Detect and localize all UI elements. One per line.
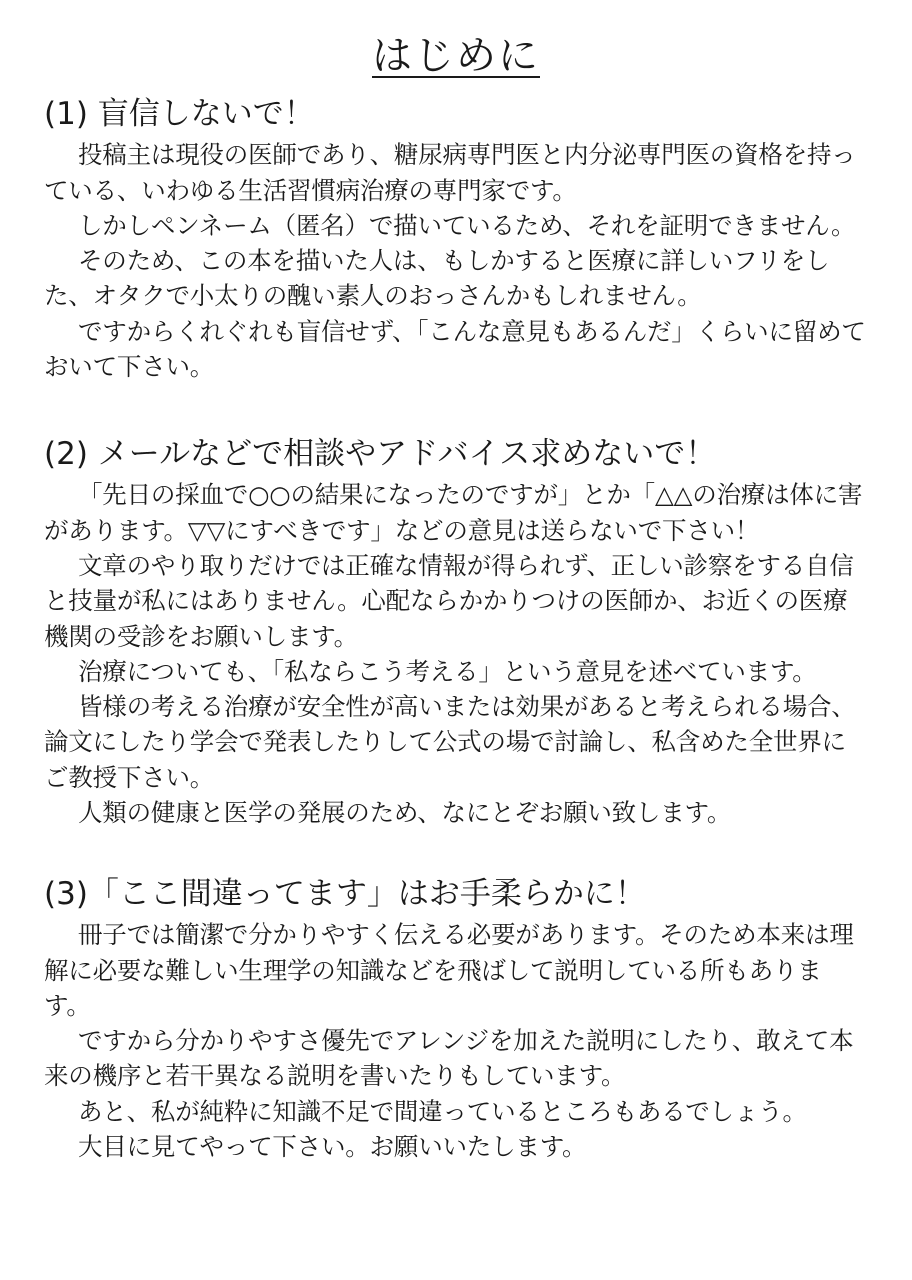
section-2-paragraph-1: 「先日の採血で○○の結果になったのですが」とか「△△の治療は体に害があります。▽▽にすべきです」などの意見は送らないで下さい！ bbox=[44, 480, 863, 545]
section-3-paragraph-2: ですから分かりやすさ優先でアレンジを加えた説明にしたり、敢えて本来の機序と若干異なる説明を書いたりもしています。 bbox=[44, 1026, 854, 1091]
section-spacer-1 bbox=[44, 388, 868, 434]
page-title: はじめに bbox=[372, 33, 540, 79]
section-3-heading: (3)「ここ間違ってます」はお手柔らかに！ bbox=[44, 876, 646, 913]
section-3-paragraph-1: 冊子では簡潔で分かりやすく伝える必要があります。そのため本来は理解に必要な難しい生理学の知識などを飛ばして説明している所もあります。 bbox=[44, 920, 854, 1020]
section-1 bbox=[44, 94, 868, 384]
section-2-heading: (2) メールなどで相談やアドバイス求めないで！ bbox=[44, 436, 717, 473]
section-1-paragraph-2: しかしペンネーム（匿名）で描いているため、それを証明できません。 bbox=[78, 210, 856, 240]
section-1-paragraph-1: 投稿主は現役の医師であり、糖尿病専門医と内分泌専門医の資格を持っている、いわゆる生活習慣病治療の専門家です。 bbox=[44, 140, 856, 205]
section-1-heading: (1) 盲信しないで！ bbox=[44, 96, 315, 132]
section-1-paragraph-4: ですからくれぐれも盲信せず、「こんな意見もあるんだ」くらいに留めておいて下さい。 bbox=[44, 316, 866, 381]
section-2-paragraph-4: 皆様の考える治療が安全性が高いまたは効果があると考えられる場合、論文にしたり学会で発表したりして公式の場で討論し、私含めた全世界にご教授下さい。 bbox=[44, 692, 856, 792]
section-2-paragraph-2: 文章のやり取りだけでは正確な情報が得られず、正しい診察をする自信と技量が私にはありません。心配ならかかりつけの医師か、お近くの医療機関の受診をお願いします。 bbox=[44, 550, 854, 651]
section-3 bbox=[44, 874, 868, 1164]
section-3-paragraph-3: あと、私が純粋に知識不足で間違っているところもあるでしょう。 bbox=[78, 1096, 807, 1126]
section-1-paragraph-3: そのため、この本を描いた人は、もしかすると医療に詳しいフリをした、オタクで小太りの醜い素人のおっさんかもしれません。 bbox=[44, 246, 830, 311]
section-2 bbox=[44, 434, 868, 830]
section-3-paragraph-4: 大目に見てやって下さい。お願いいたします。 bbox=[78, 1132, 587, 1161]
section-2-paragraph-3: 治療についても、「私ならこう考える」という意見を述べています。 bbox=[78, 656, 817, 686]
section-spacer-2 bbox=[44, 834, 868, 874]
section-2-paragraph-5: 人類の健康と医学の発展のため、なにとぞお願い致します。 bbox=[78, 797, 732, 827]
